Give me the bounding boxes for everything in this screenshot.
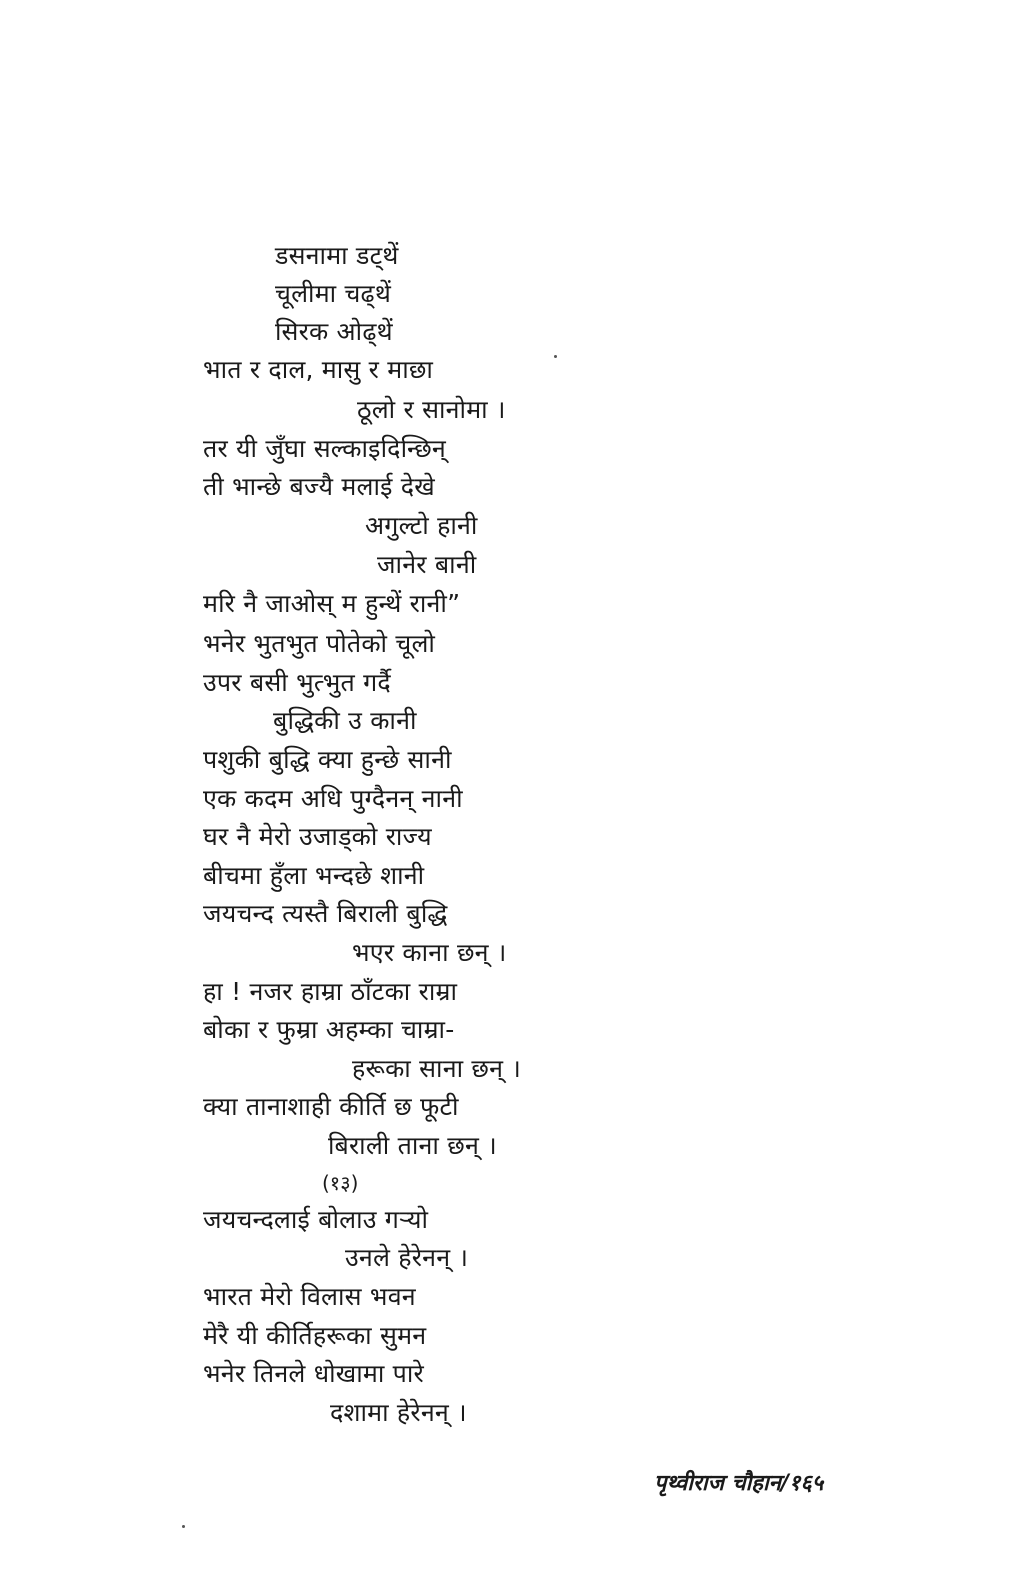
poem-line: मेरै यी कीर्तिहरूका सुमन <box>203 1321 427 1350</box>
poem-line: सिरक ओढ्थें <box>275 317 393 346</box>
scan-speck <box>182 1525 185 1528</box>
poem-line: ठूलो र सानोमा । <box>357 395 506 424</box>
poem-line: बुद्धिकी उ कानी <box>273 706 417 735</box>
poem-line: मरि नै जाओस् म हुन्थें रानी” <box>203 589 461 618</box>
page-footer: पृथ्वीराज चौहान/१६५ <box>654 1471 824 1496</box>
poem-line: हा ! नजर हाम्रा ठाँटका राम्रा <box>203 977 458 1006</box>
poem-line: चूलीमा चढ्थें <box>275 279 391 308</box>
poem-line: जयचन्द त्यस्तै बिराली बुद्धि <box>203 899 448 928</box>
poem-line: भएर काना छन् । <box>352 938 507 967</box>
poem-line: पशुकी बुद्धि क्या हुन्छे सानी <box>203 745 452 774</box>
poem-line: ती भान्छे बज्यै मलाई देखे <box>203 472 435 501</box>
poem-line: बीचमा हुँला भन्दछे शानी <box>203 861 425 890</box>
poem-line: बिराली ताना छन् । <box>328 1131 497 1160</box>
poem-line: बोका र फुम्रा अहम्का चाम्रा- <box>203 1015 455 1044</box>
poem-line: डसनामा डट्थें <box>275 241 399 270</box>
poem-line: भनेर तिनले धोखामा पारे <box>203 1359 424 1388</box>
poem-line: तर यी जुँघा सल्काइदिन्छिन् <box>203 434 446 463</box>
poem-line: जयचन्दलाई बोलाउ गऱ्यो <box>203 1205 429 1234</box>
poem-line: क्या तानाशाही कीर्ति छ फूटी <box>203 1092 459 1121</box>
poem-line: अगुल्टो हानी <box>365 511 478 540</box>
scan-speck <box>554 355 557 358</box>
poem-line: भारत मेरो विलास भवन <box>203 1282 416 1311</box>
poem-line: उपर बसी भुत्भुत गर्दै <box>203 668 391 697</box>
poem-line: उनले हेरेनन् । <box>345 1243 469 1272</box>
poem-line: जानेर बानी <box>377 550 477 579</box>
poem-line: भनेर भुतभुत पोतेको चूलो <box>203 629 436 658</box>
poem-line: हरूका साना छन् । <box>352 1054 522 1083</box>
poem-line: दशामा हेरेनन् । <box>330 1398 467 1427</box>
poem-line: एक कदम अधि पुग्दैनन् नानी <box>203 784 463 813</box>
poem-line: घर नै मेरो उजाड्को राज्य <box>203 822 432 851</box>
stanza-number: (१३) <box>322 1171 359 1195</box>
poem-line: भात र दाल, मासु र माछा <box>203 355 434 384</box>
